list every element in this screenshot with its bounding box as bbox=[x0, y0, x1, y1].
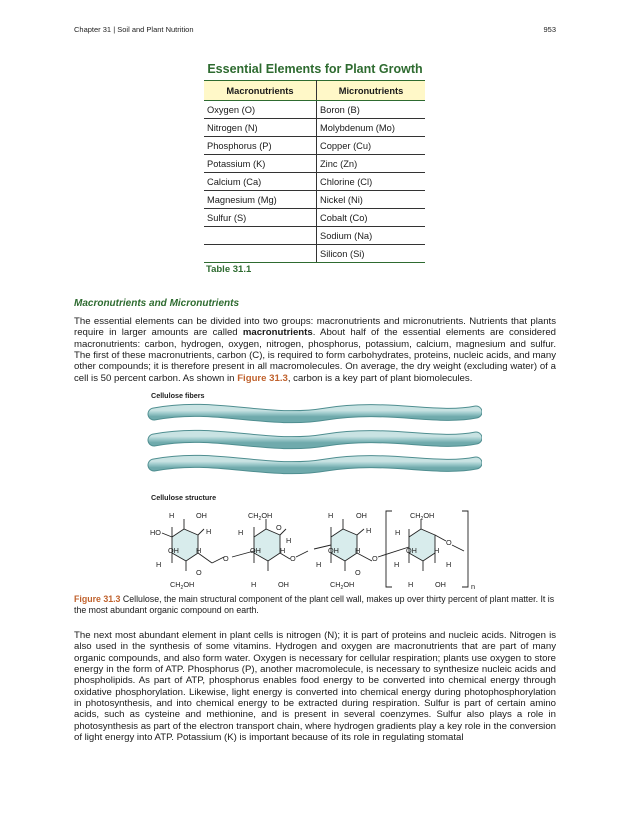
glucose-ring bbox=[409, 529, 435, 561]
atom-label: H bbox=[434, 546, 440, 555]
atom-label: H bbox=[395, 528, 401, 537]
atom-label: $CH_2OH$ bbox=[170, 580, 195, 591]
atom-label: OH bbox=[196, 511, 207, 520]
table-row bbox=[204, 245, 425, 263]
atom-label: H bbox=[355, 546, 361, 555]
atom-label: H bbox=[280, 546, 286, 555]
section-heading: Macronutrients and Micronutrients bbox=[74, 298, 240, 309]
figure-caption-text: Cellulose, the main structural component of the plant cell wall, makes up over thirty percent of plant matter. It is the most abundant organic compound on earth. bbox=[74, 594, 555, 615]
table-row bbox=[204, 209, 425, 227]
table-cell: Nitrogen (N) bbox=[204, 119, 317, 137]
table-cell: Cobalt (Co) bbox=[317, 209, 426, 227]
atom-label: H bbox=[408, 580, 414, 589]
paragraph-text: The essential elements can be divided into two groups: macronutrients and micronutrients. Nutrients that plants require in larger amounts are called bbox=[74, 316, 556, 339]
table-cell: Molybdenum (Mo) bbox=[317, 119, 426, 137]
table-title: Essential Elements for Plant Growth bbox=[207, 62, 423, 76]
figure-link[interactable]: Figure 31.3 bbox=[237, 372, 288, 384]
atom-label: H bbox=[238, 528, 244, 537]
chapter-title: Chapter 31 | Soil and Plant Nutrition bbox=[74, 25, 194, 34]
atom-label: H bbox=[316, 560, 322, 569]
atom-label: H bbox=[169, 511, 175, 520]
glucose-ring bbox=[172, 529, 198, 561]
atom-label: O bbox=[290, 554, 296, 563]
figure-label-structure: Cellulose structure bbox=[151, 493, 217, 502]
atom-label: $CH_2OH$ bbox=[410, 511, 435, 522]
atom-label: H bbox=[366, 526, 372, 535]
atom-label: H bbox=[286, 536, 292, 545]
table-row bbox=[204, 173, 425, 191]
table-row bbox=[204, 155, 425, 173]
glucose-ring bbox=[254, 529, 280, 561]
table-cell: Silicon (Si) bbox=[317, 245, 426, 263]
atom-label: H bbox=[196, 546, 202, 555]
atom-label: OH bbox=[406, 546, 417, 555]
repeat-bracket-left bbox=[386, 511, 392, 587]
table-cell bbox=[204, 245, 317, 263]
page-number: 953 bbox=[543, 25, 556, 34]
table-cell: Zinc (Zn) bbox=[317, 155, 426, 173]
table-cell: Chlorine (Cl) bbox=[317, 173, 426, 191]
table-cell: Phosphorus (P) bbox=[204, 137, 317, 155]
table-row bbox=[204, 119, 425, 137]
atom-label: HO bbox=[150, 528, 161, 537]
atom-label: $CH_2OH$ bbox=[248, 511, 273, 522]
table-cell: Potassium (K) bbox=[204, 155, 317, 173]
table-cell: Sulfur (S) bbox=[204, 209, 317, 227]
atom-label: O bbox=[223, 554, 229, 563]
paragraph-text: . About half of the essential elements are considered macronutrients: carbon, hydrogen, oxygen, nitrogen, phosphorus, potassium, calcium, magnesium and sulfur. The first of these macronutrients, carbon (C), is required to form carbohydrates, proteins, nucleic acids, and many other compounds; it is therefore present in all macromolecules. On average, the dry weight (excluding water) of a cell is 50 percent carbon. As shown in bbox=[74, 327, 556, 384]
figure-caption-ref: Figure 31.3 bbox=[74, 594, 121, 604]
table-cell: Oxygen (O) bbox=[204, 101, 317, 119]
table-cell: Boron (B) bbox=[317, 101, 426, 119]
table-row bbox=[204, 101, 425, 119]
atom-label: OH bbox=[356, 511, 367, 520]
atom-label: OH bbox=[278, 580, 289, 589]
body-paragraph: The next most abundant element in plant cells is nitrogen (N); it is part of proteins and nucleic acids. Nitrogen is also used in the synthesis of some vitamins. Hydrogen and oxygen are macronutrients that are part of many organic compounds, and also form water. Oxygen is necessary for cellular respiration; plants use oxygen to store energy in the form of ATP. Phosphorus (P), another macromolecule, is necessary to synthesize nucleic acids and phospholipids. As part of ATP, phosphorus enables food energy to be converted into chemical energy through oxidative phosphorylation. Likewise, light energy is converted into chemical energy during photophosphorylation in photosynthesis, and into chemical energy to be extracted during respiration. Sulfur is part of certain amino acids, such as cysteine and methionine, and is present in several coenzymes. Sulfur also plays a role in photosynthesis as part of the electron transport chain, where hydrogen gradients play a key role in the conversion of light energy into ATP. Potassium (K) is important because of its role in regulating stomatal bbox=[74, 630, 556, 744]
atom-label: O bbox=[372, 554, 378, 563]
table-row bbox=[204, 191, 425, 209]
atom-label: O bbox=[276, 523, 282, 532]
repeat-bracket-right bbox=[462, 511, 468, 587]
table-cell: Copper (Cu) bbox=[317, 137, 426, 155]
atom-label: OH bbox=[328, 546, 339, 555]
table-cell: Nickel (Ni) bbox=[317, 191, 426, 209]
atom-label: OH bbox=[435, 580, 446, 589]
figure-caption bbox=[74, 594, 556, 615]
atom-label: H bbox=[328, 511, 334, 520]
column-header-macronutrients: Macronutrients bbox=[204, 81, 317, 101]
table-row bbox=[204, 227, 425, 245]
table-cell: Magnesium (Mg) bbox=[204, 191, 317, 209]
cellulose-structure-diagram bbox=[146, 505, 491, 593]
repeat-count-n: n bbox=[471, 582, 476, 591]
atom-label: O bbox=[446, 538, 452, 547]
atom-label: H bbox=[206, 527, 212, 536]
atom-label: OH bbox=[250, 546, 261, 555]
figure-label-fibers: Cellulose fibers bbox=[151, 391, 205, 400]
essential-elements-table bbox=[204, 80, 425, 263]
table-cell: Sodium (Na) bbox=[317, 227, 426, 245]
glucose-ring bbox=[331, 529, 357, 561]
table-cell: Calcium (Ca) bbox=[204, 173, 317, 191]
atom-label: H bbox=[446, 560, 452, 569]
key-term: macronutrients bbox=[242, 327, 313, 339]
table-row bbox=[204, 137, 425, 155]
atom-label: H bbox=[394, 560, 400, 569]
table-caption: Table 31.1 bbox=[206, 264, 252, 275]
atom-label: OH bbox=[168, 546, 179, 555]
column-header-micronutrients: Micronutrients bbox=[317, 81, 426, 101]
table-header-row bbox=[204, 81, 425, 101]
atom-label: O bbox=[196, 568, 202, 577]
atom-label: O bbox=[355, 568, 361, 577]
atom-label: H bbox=[156, 560, 162, 569]
table-cell bbox=[204, 227, 317, 245]
atom-label: H bbox=[251, 580, 257, 589]
cellulose-fibers-illustration bbox=[146, 402, 482, 478]
body-paragraph bbox=[74, 316, 556, 384]
paragraph-text: , carbon is a key part of plant biomolecules. bbox=[287, 372, 473, 384]
atom-label: $CH_2OH$ bbox=[330, 580, 355, 591]
